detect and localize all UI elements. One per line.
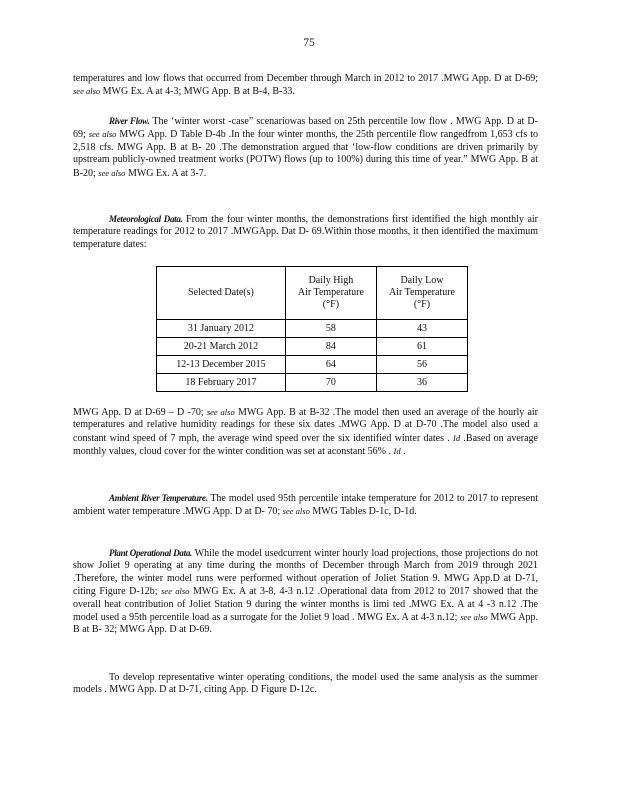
- table-header-row: [157, 267, 468, 320]
- see-also: see also: [98, 167, 126, 178]
- id-citation: Id: [453, 432, 461, 443]
- text: MWG Ex. A at 3-7.: [125, 167, 207, 179]
- header-unit: (°F): [322, 299, 340, 310]
- header-line: Daily Low: [400, 275, 444, 286]
- paragraph-meteorological-data: [73, 213, 538, 251]
- text: The ‘winter worst -case” scenariowas based on 25th percentile low flow . MWG App. D at D-69;: [73, 116, 538, 141]
- header-unit: (°F): [413, 299, 431, 310]
- cell-high: 58: [285, 320, 376, 338]
- paragraph-model-averages: [73, 406, 538, 459]
- see-also: see also: [206, 407, 235, 417]
- id-citation: Id: [393, 446, 401, 457]
- heading-meteorological-data: Meteorological Data.: [109, 214, 183, 224]
- paragraph-river-flow: [73, 115, 538, 180]
- text: From the four winter months, the demonstrations first identified the high monthly air temperature readings for 2012 to 2017 .MWGApp. Dat D- 69.Within those months, it then identified the maximum temperature dates:: [73, 214, 538, 250]
- cell-low: 43: [376, 320, 467, 338]
- text: MWG App. D at D-69 – D -70;: [73, 407, 207, 418]
- text: MWG App. B at B- 32; MWG App. D at D-69.: [73, 612, 539, 636]
- table-row: [157, 374, 468, 392]
- cell-date: 20-21 March 2012: [157, 338, 286, 356]
- text: The model used 95th percentile intake temperature for 2012 to 2017 to represent ambient water temperature .MWG App. D at D- 70;: [73, 493, 538, 518]
- paragraph-representative-conditions: [73, 672, 538, 697]
- paragraph-low-flows: [73, 73, 538, 99]
- table-row: [157, 320, 468, 338]
- page-number: 75: [303, 37, 315, 49]
- header-dates: Selected Date(s): [157, 267, 286, 320]
- table-row: [157, 356, 468, 374]
- cell-high: 84: [285, 338, 376, 356]
- header-line: Daily High: [308, 275, 354, 286]
- cell-high: 64: [285, 356, 376, 374]
- cell-date: 31 January 2012: [157, 320, 286, 338]
- text: .: [400, 446, 406, 458]
- see-also: see also: [282, 506, 310, 517]
- heading-plant-operational-data: Plant Operational Data.: [109, 548, 192, 558]
- see-also: see also: [88, 129, 117, 140]
- text: To develop representative winter operating conditions, the model used the same analysis as the summer models . MWG App. D at D-71, citing App. D Figure D-12c.: [73, 672, 538, 696]
- text: .Based on average monthly values, cloud cover for the winter condition was set at aconstant 56% .: [73, 432, 538, 458]
- cell-low: 56: [376, 356, 467, 374]
- heading-ambient-river-temperature: Ambient River Temperature.: [109, 493, 208, 503]
- see-also: see also: [161, 586, 190, 597]
- see-also: see also: [73, 86, 101, 97]
- paragraph-plant-operational-data: [73, 547, 538, 637]
- header-daily-high: [285, 267, 376, 320]
- table-row: [157, 338, 468, 356]
- cell-low: 36: [376, 374, 467, 392]
- text: temperatures and low flows that occurred from December through March in 2012 to 2017 .MWG App. D at D-69;: [73, 73, 538, 84]
- temperature-table: [156, 266, 468, 392]
- see-also: see also: [460, 612, 488, 623]
- paragraph-ambient-river-temperature: [73, 492, 538, 519]
- heading-river-flow: River Flow.: [109, 116, 150, 126]
- header-line: Air Temperature: [297, 287, 364, 298]
- cell-low: 61: [376, 338, 467, 356]
- header-line: Air Temperature: [388, 287, 455, 298]
- header-daily-low: [376, 267, 467, 320]
- cell-date: 18 February 2017: [157, 374, 286, 392]
- text: While the model usedcurrent winter hourly load projections, those projections do not show Joliet 9 operating at any time during the months of December through March from 2019 through 2021 .Therefore, the winter model runs were performed without operation of Joliet Station 9. MWG App.D at D-71, citing Figure D-12b;: [73, 548, 538, 598]
- text: MWG Tables D-1c, D-1d.: [309, 506, 417, 518]
- text: MWG Ex. A at 4-3; MWG App. B at B-4, B-33.: [100, 86, 295, 98]
- text: MWG App. D Table D-4b .In the four winter months, the 25th percentile flow rangedfrom 1,653 cfs to 2,518 cfs. MWG App. B at B- 20 .The demonstration argued that ‘low-flow conditions are driven primarily by upstream publicly-owned treatment works (POTW) flows (up to 100%) during this time of year.” MWG App. B at B-20;: [73, 129, 538, 179]
- cell-high: 70: [285, 374, 376, 392]
- cell-date: 12-13 December 2015: [157, 356, 286, 374]
- text: MWG Ex. A at 3-8, 4-3 n.12 .Operational data from 2012 to 2017 showed that the overall heat contribution of Joliet Station 9 during the winter months is limi ted .MWG Ex. A at 4 -3 n.12 .The model used a 95th percentile load as a surrogate for the Joliet 9 load . MWG Ex. A at 4-3 n.12;: [73, 586, 538, 624]
- text: MWG App. B at B-32 .The model then used an average of the hourly air temperatures and relative humidity readings for these six dates .MWG App. D at D-70 .The model also used a constant wind speed of 7 mph, the average wind speed over the six identified winter dates .: [73, 407, 539, 444]
